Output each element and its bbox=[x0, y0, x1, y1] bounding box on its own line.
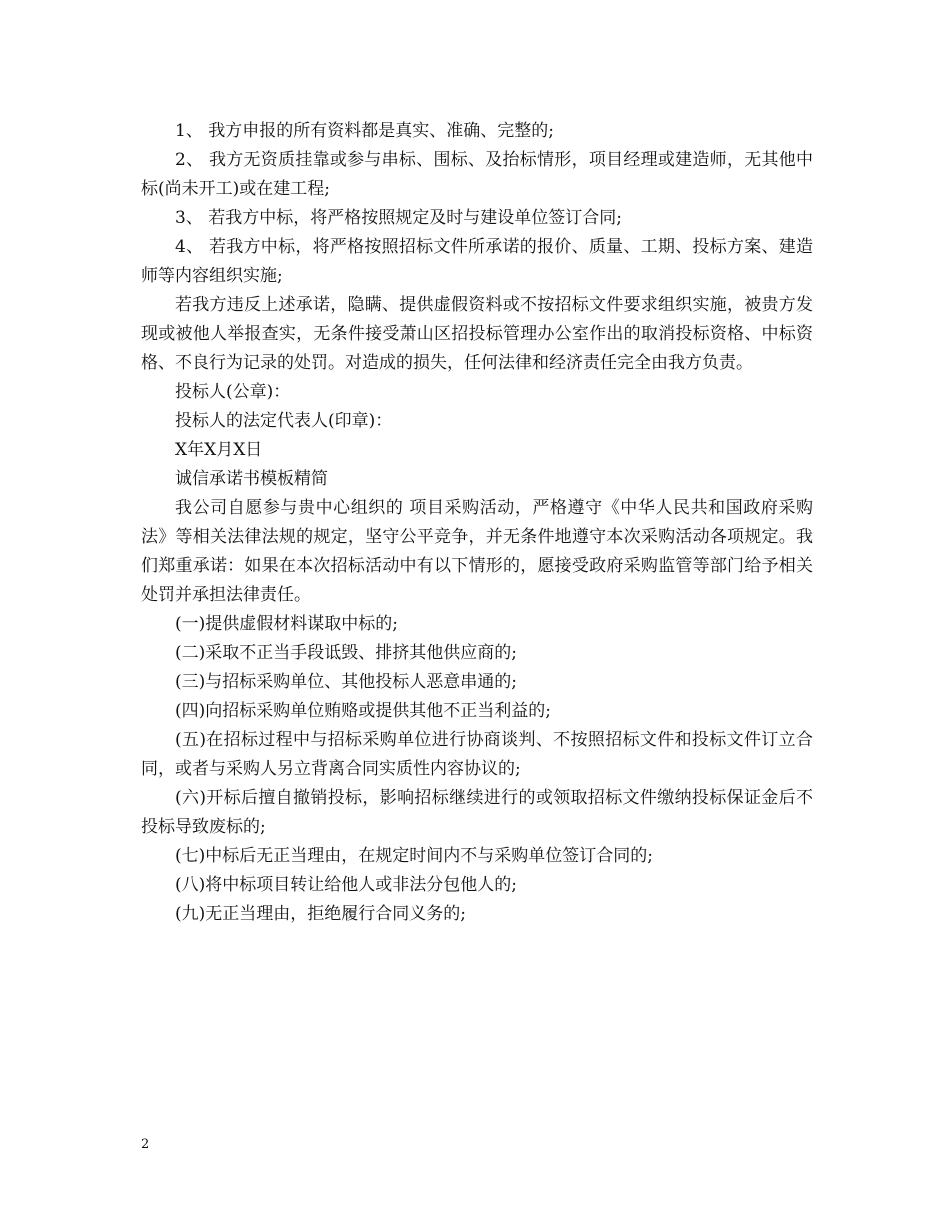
situation-item-8: (八)将中标项目转让给他人或非法分包他人的; bbox=[175, 875, 517, 895]
bidder-seal-line: 投标人(公章)： bbox=[175, 382, 291, 402]
situation-item-3: (三)与招标采购单位、其他投标人恶意串通的; bbox=[175, 672, 517, 692]
page-number: 2 bbox=[141, 1137, 150, 1152]
commitment-intro-paragraph: 我公司自愿参与贵中心组织的 项目采购活动，严格遵守《中华人民共和国政府采购法》等相关法律法规的规定，坚守公平竞争，并无条件地遵守本次采购活动各项规定。我们郑重承诺：如果在本次招标活动中有以下情形的，愿接受政府采购监管等部门给予相关处罚并承担法律责任。 bbox=[141, 498, 813, 605]
pledge-item-2: 2、 我方无资质挂靠或参与串标、围标、及抬标情形，项目经理或建造师，无其他中标(尚未开工)或在建工程; bbox=[141, 150, 813, 199]
pledge-item-4: 4、 若我方中标，将严格按照招标文件所承诺的报价、质量、工期、投标方案、建造师等内容组织实施; bbox=[141, 237, 813, 286]
violation-paragraph: 若我方违反上述承诺，隐瞒、提供虚假资料或不按招标文件要求组织实施，被贵方发现或被他人举报查实，无条件接受萧山区招投标管理办公室作出的取消投标资格、中标资格、不良行为记录的处罚。对造成的损失，任何法律和经济责任完全由我方负责。 bbox=[141, 295, 813, 373]
legal-representative-line: 投标人的法定代表人(印章)： bbox=[175, 411, 393, 431]
document-body bbox=[141, 117, 813, 929]
pledge-item-3: 3、 若我方中标，将严格按照规定及时与建设单位签订合同; bbox=[175, 208, 622, 228]
situation-item-5: (五)在招标过程中与招标采购单位进行协商谈判、不按照招标文件和投标文件订立合同，或者与采购人另立背离合同实质性内容协议的; bbox=[141, 730, 813, 779]
date-line: X年X月X日 bbox=[175, 440, 263, 460]
situation-item-2: (二)采取不正当手段诋毁、排挤其他供应商的; bbox=[175, 643, 517, 663]
situation-item-9: (九)无正当理由，拒绝履行合同义务的; bbox=[175, 904, 466, 924]
situation-item-7: (七)中标后无正当理由，在规定时间内不与采购单位签订合同的; bbox=[175, 846, 653, 866]
section-title: 诚信承诺书模板精简 bbox=[175, 469, 328, 489]
situation-item-6: (六)开标后擅自撤销投标，影响招标继续进行的或领取招标文件缴纳投标保证金后不投标导致废标的; bbox=[141, 788, 813, 837]
situation-item-4: (四)向招标采购单位贿赂或提供其他不正当利益的; bbox=[175, 701, 551, 721]
situation-item-1: (一)提供虚假材料谋取中标的; bbox=[175, 614, 398, 634]
pledge-item-1: 1、 我方申报的所有资料都是真实、准确、完整的; bbox=[175, 121, 554, 141]
